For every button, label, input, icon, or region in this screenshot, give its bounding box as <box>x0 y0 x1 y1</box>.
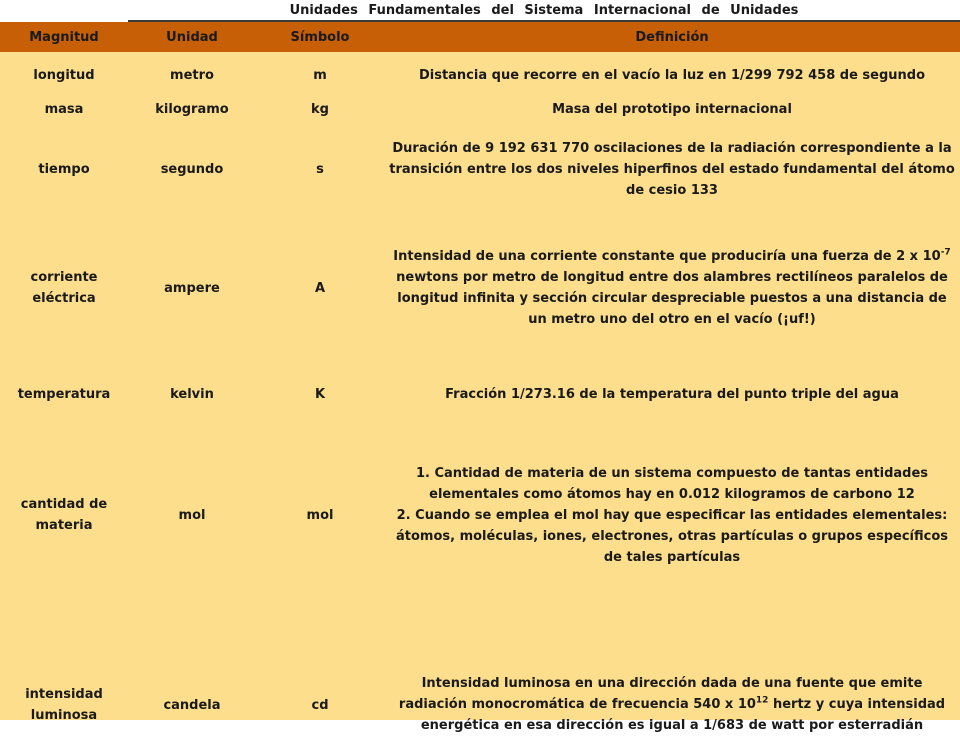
definicion-item-1: 1. Cantidad de materia de un sistema compuesto de tantas entidades elementales como átomos hay en 0.012 kilogramos de carbono 12 <box>415 465 929 502</box>
cell-unidad: kilogramo <box>155 101 229 117</box>
cell-definicion: Duración de 9 192 631 770 oscilaciones de la radiación correspondiente a la transición entre los dos niveles hiperfinos del estado fundamental del átomo de cesio 133 <box>389 140 955 198</box>
cell-simbolo: K <box>314 386 326 402</box>
cell-magnitud: intensidad luminosa <box>25 687 103 723</box>
cell-definicion <box>384 600 960 740</box>
header-simbolo: Símbolo <box>256 22 384 52</box>
si-units-table-container <box>0 22 960 733</box>
table-title: Unidades Fundamentales del Sistema Internacional de Unidades <box>128 0 960 22</box>
cell-simbolo: s <box>316 161 324 177</box>
cell-definicion: Fracción 1/273.16 de la temperatura del punto triple del agua <box>445 386 899 402</box>
cell-simbolo: kg <box>311 101 329 117</box>
table-row <box>0 430 960 600</box>
cell-magnitud: longitud <box>33 67 95 83</box>
cell-unidad: segundo <box>160 161 224 177</box>
header-definicion: Definición <box>384 22 960 52</box>
header-row <box>0 22 960 52</box>
table-row <box>0 358 960 430</box>
cell-simbolo: cd <box>311 698 329 713</box>
cell-magnitud: cantidad de materia <box>20 497 108 533</box>
definicion-exponent: -7 <box>940 247 951 258</box>
cell-simbolo: A <box>314 280 326 296</box>
cell-simbolo: mol <box>306 507 334 523</box>
cell-magnitud: masa <box>44 101 84 117</box>
cell-unidad: ampere <box>164 280 220 296</box>
table-row <box>0 218 960 358</box>
cell-unidad: mol <box>178 507 206 523</box>
cell-magnitud: tiempo <box>38 161 90 177</box>
definicion-part-a: Intensidad de una corriente constante que produciría una fuerza de 2 x 10 <box>393 249 941 264</box>
header-magnitud: Magnitud <box>0 22 128 52</box>
definicion-part-b: newtons por metro de longitud entre dos alambres rectilíneos paralelos de longitud infinita y sección circular despreciable puestos a una distancia de un metro uno del otro en el vacío (¡uf!) <box>396 270 948 327</box>
header-unidad: Unidad <box>128 22 256 52</box>
definicion-part-a: Intensidad luminosa en una dirección dada de una fuente que emite radiación monocromática de frecuencia 540 x 10 <box>398 676 923 712</box>
cell-magnitud: corriente eléctrica <box>30 270 98 306</box>
cell-unidad: candela <box>163 698 221 713</box>
cell-magnitud: temperatura <box>17 386 111 402</box>
si-units-table <box>0 22 960 740</box>
cell-unidad: metro <box>170 67 214 83</box>
table-row <box>0 600 960 740</box>
title-left-blank <box>0 0 128 22</box>
cell-definicion: Distancia que recorre en el vacío la luz en 1/299 792 458 de segundo <box>418 67 926 83</box>
table-row <box>0 120 960 218</box>
definicion-exponent: 12 <box>755 695 769 706</box>
table-row <box>0 98 960 120</box>
cell-simbolo: m <box>313 67 327 83</box>
definicion-item-2: 2. Cuando se emplea el mol hay que especificar las entidades elementales: átomos, moléculas, iones, electrones, otras partículas o grupos específicos de tales partículas <box>395 507 948 565</box>
cell-unidad: kelvin <box>170 386 214 402</box>
cell-definicion: Masa del prototipo internacional <box>552 101 792 117</box>
table-row <box>0 52 960 98</box>
cell-definicion <box>384 430 960 600</box>
definicion-part-b: hertz y cuya intensidad energética en esa dirección es igual a 1/683 de watt por esterradián <box>420 697 946 733</box>
cell-definicion <box>384 218 960 358</box>
